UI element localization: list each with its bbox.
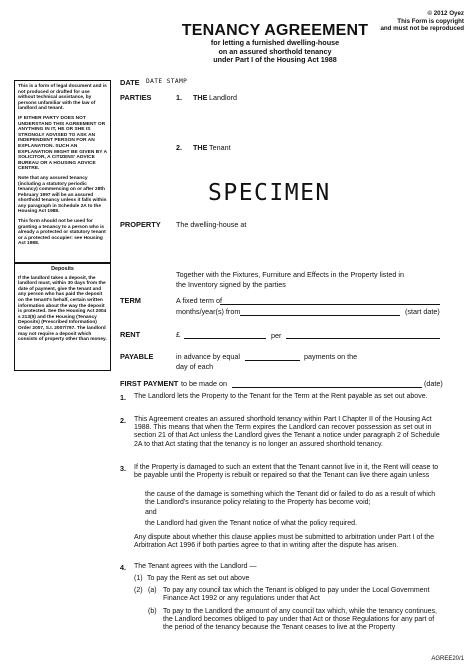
- payable-label: PAYABLE: [120, 352, 154, 361]
- party-1-the: THE: [193, 93, 208, 102]
- clause-4-text: The Tenant agrees with the Landlord —: [134, 563, 257, 570]
- first-payment-label: FIRST PAYMENT: [120, 379, 179, 388]
- party-2-role: Tenant: [209, 143, 231, 152]
- first-payment-line: [232, 387, 422, 388]
- clause-1-text: The Landlord lets the Property to the Tenant for the Term at the Rent payable as set out above.: [134, 393, 428, 400]
- clause-3a-text: the cause of the damage is something which the Tenant did or failed to do as a result of which the Landlord's insurance policy relating to the Property has become void;: [145, 491, 436, 507]
- party-2-number: 2.: [176, 143, 182, 152]
- clause-2-number: 2.: [120, 416, 126, 425]
- clause-3b-text: the Landlord had given the Tenant notice of what the policy required.: [145, 520, 357, 527]
- legal-notice-p4: This form should not be used for granting a tenancy to a person who is already a protected or statutory tenant or a protected occupier: see Housing Act 1988.: [18, 219, 106, 247]
- title-sub-3: under Part I of the Housing Act 1988: [213, 55, 337, 65]
- property-label: PROPERTY: [120, 220, 161, 229]
- clause-4-number: 4.: [120, 563, 126, 572]
- together-line-2: the Inventory signed by the parties: [176, 280, 286, 289]
- legal-notice-box: [14, 80, 111, 263]
- deposits-text: If the landlord takes a deposit, the landlord must, within 30 days from the date of payment, give the tenant and any person who has paid the deposit on the tenant's behalf, certain written information about the way the deposit is protected. See the Housing Act 2004 s 213(5) and the Housing (Tenancy Deposits) (Prescribed Information) Order 2007, S.I. 2007/797. The landlord may not require a deposit which consists of property other than money.: [18, 275, 107, 343]
- property-text: The dwelling-house at: [176, 220, 247, 229]
- together-line-1: Together with the Fixtures, Furniture and Effects in the Property listed in: [176, 270, 404, 279]
- clause-3-dispute: Any dispute about whether this clause applies must be submitted to arbitration under Part I of the Arbitration Act 1996 if both parties agree to that in writing after the dispute has arisen.: [134, 534, 435, 550]
- rent-amount-line: [184, 338, 266, 339]
- clause-4-2b-text: To pay to the Landlord the amount of any council tax which, while the tenancy continues, the Landlord becomes obliged to pay under that Act or those Regulations for any part of the period of the tenancy because the Tenant ceases to live at the Property: [163, 608, 437, 632]
- clause-4-2a-number: (a): [148, 587, 157, 594]
- title-sub-2: on an assured shorthold tenancy: [218, 46, 332, 56]
- document-title: [150, 22, 400, 65]
- copyright-line-3: and must not be reproduced: [380, 25, 464, 32]
- clause-3-and: and: [145, 509, 157, 516]
- deposits-box: [14, 263, 111, 371]
- party-2-the: THE: [193, 143, 208, 152]
- clause-4-1-text: To pay the Rent as set out above: [147, 575, 250, 582]
- form-code: AGREE20/1: [431, 656, 464, 662]
- term-text-1: A fixed term of: [176, 296, 222, 305]
- title-sub-1: for letting a furnished dwelling-house: [210, 38, 340, 47]
- date-label: DATE: [120, 78, 140, 87]
- date-stamp: DATE STAMP: [146, 78, 188, 85]
- term-text-2: months/year(s) from: [176, 307, 241, 316]
- payable-text-1: in advance by equal: [176, 352, 240, 361]
- legal-notice-p1: This is a form of legal document and is not produced or drafted for use without technical assistance, by persons unfamiliar with the law of landlord and tenant.: [18, 84, 107, 112]
- clause-4-2b-number: (b): [148, 608, 157, 615]
- clause-1-number: 1.: [120, 393, 126, 402]
- copyright-line-2: This Form is copyright: [397, 17, 464, 25]
- parties-label: PARTIES: [120, 93, 152, 102]
- payable-text-3: day of each: [176, 362, 214, 371]
- rent-currency: £: [176, 330, 180, 339]
- term-start-date: (start date): [405, 307, 440, 316]
- title-main: TENANCY AGREEMENT: [181, 22, 369, 39]
- first-payment-text: to be made on: [181, 379, 227, 388]
- term-length-line: [220, 304, 440, 305]
- clause-2-text: This Agreement creates an assured shorthold tenancy within Part I Chapter II of the Housing Act 1988. This means that when the Term expires the Landlord can recover possession as set out in section 21 of that Act unless the Landlord gives the Tenant a notice under paragraph 2 of Schedule 2A to that Act stating that the tenancy is no longer an assured shorthold tenancy.: [134, 416, 440, 448]
- party-1-role: Landlord: [209, 93, 237, 102]
- payable-frequency-line: [245, 360, 300, 361]
- rent-period-line: [286, 338, 440, 339]
- clause-3-number: 3.: [120, 464, 126, 473]
- clause-3-text: If the Property is damaged to such an extent that the Tenant cannot live in it, the Rent will cease to be payable until the Property is rebuilt or repaired so that the Tenant can live there again unless: [134, 464, 439, 480]
- legal-notice-p3: Note that any assured tenancy (including a statutory periodic tenancy) commencing on or after 28th February 1997 will be an assured shorthold tenancy unless it falls within any paragraph in Schedule 2A to the Housing Act 1988.: [18, 175, 107, 215]
- first-payment-date: (date): [424, 379, 443, 388]
- party-1-number: 1.: [176, 93, 182, 102]
- legal-notice-p2: IF EITHER PARTY DOES NOT UNDERSTAND THIS AGREEMENT OR ANYTHING IN IT, HE OR SHE IS STRONGLY ADVISED TO ASK AN INDEPENDENT PERSON FOR AN EXPLANATION. SUCH AN EXPLANATION MIGHT BE GIVEN BY A SOLICITOR, A CITIZENS' ADVICE BUREAU OR A HOUSING ADVICE CENTRE.: [18, 115, 107, 172]
- clause-4-2a-text: To pay any council tax which the Tenant is obliged to pay under the Local Government Finance Act 1992 or any regulations under that Act: [163, 587, 430, 603]
- term-start-line: [240, 315, 400, 316]
- rent-label: RENT: [120, 330, 141, 339]
- rent-per: per: [271, 331, 282, 340]
- specimen-watermark: SPECIMEN: [208, 180, 331, 206]
- clause-4-2-number: (2): [134, 587, 143, 594]
- deposits-title: Deposits: [51, 266, 74, 272]
- copyright-line-1: © 2012 Oyez: [427, 10, 464, 17]
- clause-4-1-number: (1): [134, 575, 143, 582]
- term-label: TERM: [120, 296, 141, 305]
- payable-text-2: payments on the: [304, 352, 358, 361]
